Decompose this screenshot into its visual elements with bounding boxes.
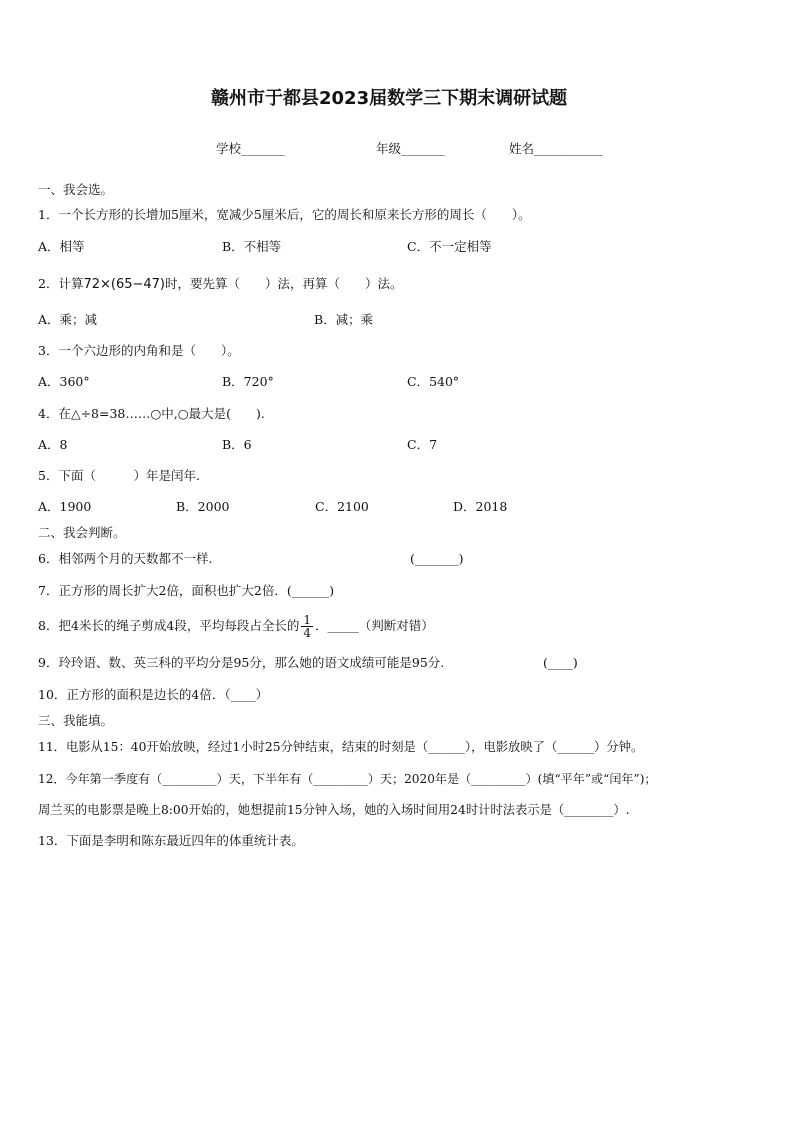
- q5-option-b: B．2000: [176, 499, 230, 514]
- question-10: 10．正方形的面积是边长的4倍．（____）: [38, 687, 269, 702]
- question-12-line-1: 12．今年第一季度有（_________）天，下半年有（_________）天；2020年是（_________）(填“平年”或“闰年”)；: [38, 772, 657, 786]
- question-7: 7．正方形的周长扩大2倍，面积也扩大2倍．(______): [38, 583, 335, 598]
- section-heading-judge: 二、我会判断。: [38, 525, 126, 540]
- question-5: 5．下面（ ）年是闰年.: [38, 468, 200, 483]
- question-6: 6．相邻两个月的天数都不一样.: [38, 551, 213, 566]
- question-12-line-2: 周兰买的电影票是晚上8:00开始的，她想提前15分钟入场，她的入场时间用24时计时法表示是（________）.: [38, 803, 630, 817]
- q4-option-b: B．6: [222, 437, 252, 452]
- q5-option-a: A．1900: [38, 499, 92, 514]
- question-1: 1．一个长方形的长增加5厘米，宽减少5厘米后，它的周长和原来长方形的周长（ ）。: [38, 207, 531, 222]
- page-title: 赣州市于都县2023届数学三下期末调研试题: [211, 88, 568, 109]
- q1-option-b: B．不相等: [222, 239, 282, 254]
- q3-option-a: A．360°: [38, 374, 90, 389]
- q5-option-c: C．2100: [315, 499, 369, 514]
- q3-option-b: B．720°: [222, 374, 274, 389]
- name-field: 姓名___________: [509, 141, 603, 156]
- q5-option-d: D．2018: [453, 499, 508, 514]
- q1-option-a: A．相等: [38, 239, 85, 254]
- question-4: 4．在△÷8=38……○中,○最大是( ).: [38, 406, 265, 421]
- school-field: 学校_______: [216, 141, 285, 156]
- question-11: 11．电影从15：40开始放映，经过1小时25分钟结束，结束的时刻是（______），电影放映了（______）分钟。: [38, 740, 644, 754]
- q8-fraction-denominator: 4: [303, 626, 312, 640]
- q8-prefix: 8．把4米长的绳子剪成4段，平均每段占全长的: [38, 618, 300, 633]
- q8-fraction: [301, 614, 313, 639]
- question-8: [38, 612, 434, 640]
- q8-fraction-numerator: 1: [303, 613, 312, 627]
- q4-option-a: A．8: [38, 437, 68, 452]
- q3-option-c: C．540°: [407, 374, 460, 389]
- q2-expression: 72×(65−47): [83, 277, 166, 292]
- q9-answer-blank: (____): [543, 655, 578, 670]
- question-9: 9．玲玲语、数、英三科的平均分是95分，那么她的语文成绩可能是95分.: [38, 655, 445, 670]
- q2-option-a: A．乘；减: [38, 312, 98, 327]
- q6-answer-blank: (_______): [410, 551, 464, 566]
- question-3: 3．一个六边形的内角和是（ ）。: [38, 343, 240, 358]
- q2-suffix: 时，要先算（ ）法，再算（ ）法。: [165, 276, 403, 291]
- q2-prefix: 2．计算: [38, 276, 84, 291]
- grade-field: 年级_______: [376, 141, 445, 156]
- q1-option-c: C．不一定相等: [407, 239, 492, 254]
- question-13: 13．下面是李明和陈东最近四年的体重统计表。: [38, 833, 304, 848]
- question-2: [38, 276, 403, 293]
- section-heading-fill: 三、我能填。: [38, 713, 114, 728]
- section-heading-choice: 一、我会选。: [38, 182, 114, 197]
- q2-option-b: B．减；乘: [314, 312, 374, 327]
- q8-suffix: ．_____（判断对错）: [315, 618, 434, 633]
- q4-option-c: C．7: [407, 437, 438, 452]
